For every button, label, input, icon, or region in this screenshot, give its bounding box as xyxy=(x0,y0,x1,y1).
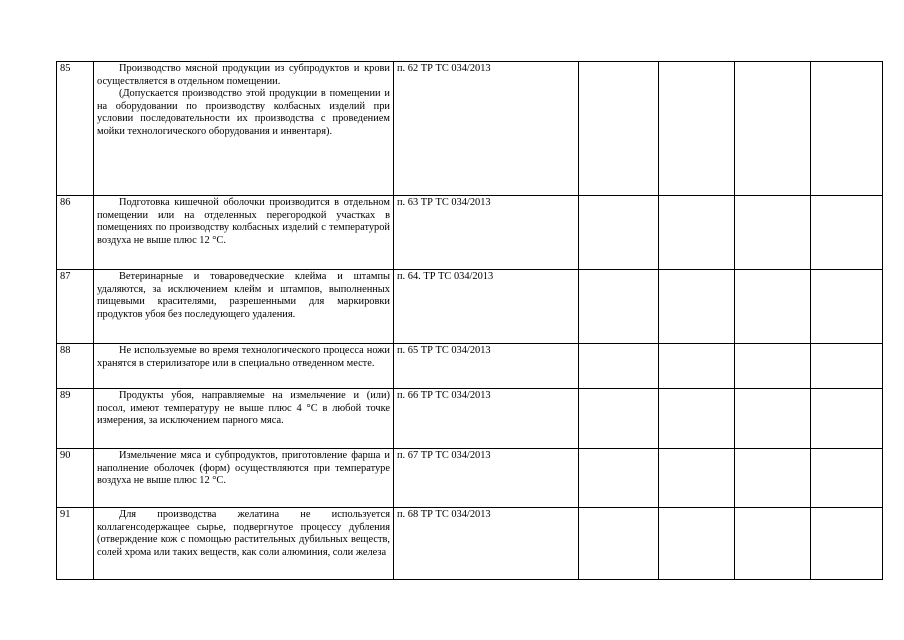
empty-cell xyxy=(659,62,735,196)
empty-cell xyxy=(811,508,883,580)
requirement-text xyxy=(94,344,394,389)
table-row xyxy=(57,389,883,449)
empty-cell xyxy=(579,344,659,389)
empty-cell xyxy=(659,196,735,270)
empty-cell xyxy=(579,449,659,508)
regulation-reference: п. 64. ТР ТС 034/2013 xyxy=(394,270,579,344)
requirement-paragraph: Ветеринарные и товароведческие клейма и штампы удаляются, за исключением клейм и штампов, выполненных пищевыми красителями, разрешенными для маркировки продуктов убоя без последующего удаления. xyxy=(97,271,390,320)
empty-cell xyxy=(735,449,811,508)
empty-cell xyxy=(811,196,883,270)
table-row xyxy=(57,62,883,196)
empty-cell xyxy=(579,508,659,580)
table-row xyxy=(57,270,883,344)
empty-cell xyxy=(659,270,735,344)
empty-cell xyxy=(579,270,659,344)
row-number: 88 xyxy=(57,344,94,389)
regulation-reference: п. 66 ТР ТС 034/2013 xyxy=(394,389,579,449)
row-number: 89 xyxy=(57,389,94,449)
regulation-reference: п. 67 ТР ТС 034/2013 xyxy=(394,449,579,508)
requirement-text-clip xyxy=(97,509,390,579)
regulation-reference: п. 65 ТР ТС 034/2013 xyxy=(394,344,579,389)
requirements-table xyxy=(56,61,883,580)
requirement-paragraph: Подготовка кишечной оболочки производится в отдельном помещении или на отделенных перегородкой участках в помещениях по производству колбасных изделий с температурой воздуха не выше плюс 12 °С. xyxy=(97,197,390,246)
empty-cell xyxy=(811,270,883,344)
empty-cell xyxy=(659,508,735,580)
empty-cell xyxy=(735,508,811,580)
requirement-paragraph: (Допускается производство этой продукции в помещении и на оборудовании по производству колбасных изделий при условии последовательности их производства с проведением мойки технологического оборудования и инвентаря). xyxy=(97,88,390,137)
table-row xyxy=(57,196,883,270)
regulation-reference: п. 62 ТР ТС 034/2013 xyxy=(394,62,579,196)
row-number: 87 xyxy=(57,270,94,344)
row-number: 86 xyxy=(57,196,94,270)
requirement-text xyxy=(94,270,394,344)
table-row xyxy=(57,508,883,580)
empty-cell xyxy=(811,62,883,196)
empty-cell xyxy=(579,196,659,270)
empty-cell xyxy=(659,389,735,449)
row-number: 91 xyxy=(57,508,94,580)
table-row xyxy=(57,344,883,389)
empty-cell xyxy=(735,270,811,344)
requirement-paragraph: Для производства желатина не используется коллагенсодержащее сырье, подвергнутое процессу дубления (отверждение кож с помощью растительных дубильных веществ, солей хрома или таких веществ, как соли алюминия, соли железа xyxy=(97,509,390,558)
empty-cell xyxy=(579,389,659,449)
empty-cell xyxy=(735,389,811,449)
requirement-paragraph: Производство мясной продукции из субпродуктов и крови осуществляется в отдельном помещении. xyxy=(97,63,390,87)
requirement-text xyxy=(94,62,394,196)
requirement-text xyxy=(94,449,394,508)
row-number: 90 xyxy=(57,449,94,508)
requirement-paragraph: Измельчение мяса и субпродуктов, приготовление фарша и наполнение оболочек (форм) осуществляются при температуре воздуха не выше плюс 12 °С. xyxy=(97,450,390,487)
table-row xyxy=(57,449,883,508)
empty-cell xyxy=(659,449,735,508)
row-number: 85 xyxy=(57,62,94,196)
empty-cell xyxy=(811,344,883,389)
requirement-paragraph: Не используемые во время технологического процесса ножи хранятся в стерилизаторе или в специально отведенном месте. xyxy=(97,345,390,369)
regulation-reference: п. 68 ТР ТС 034/2013 xyxy=(394,508,579,580)
requirement-text xyxy=(94,389,394,449)
empty-cell xyxy=(735,344,811,389)
regulation-reference: п. 63 ТР ТС 034/2013 xyxy=(394,196,579,270)
empty-cell xyxy=(811,449,883,508)
empty-cell xyxy=(579,62,659,196)
requirement-paragraph: Продукты убоя, направляемые на измельчение и (или) посол, имеют температуру не выше плюс 4 °С в любой точке измерения, за исключением парного мяса. xyxy=(97,390,390,427)
empty-cell xyxy=(811,389,883,449)
empty-cell xyxy=(735,196,811,270)
requirement-text xyxy=(94,508,394,580)
requirement-text xyxy=(94,196,394,270)
empty-cell xyxy=(735,62,811,196)
empty-cell xyxy=(659,344,735,389)
